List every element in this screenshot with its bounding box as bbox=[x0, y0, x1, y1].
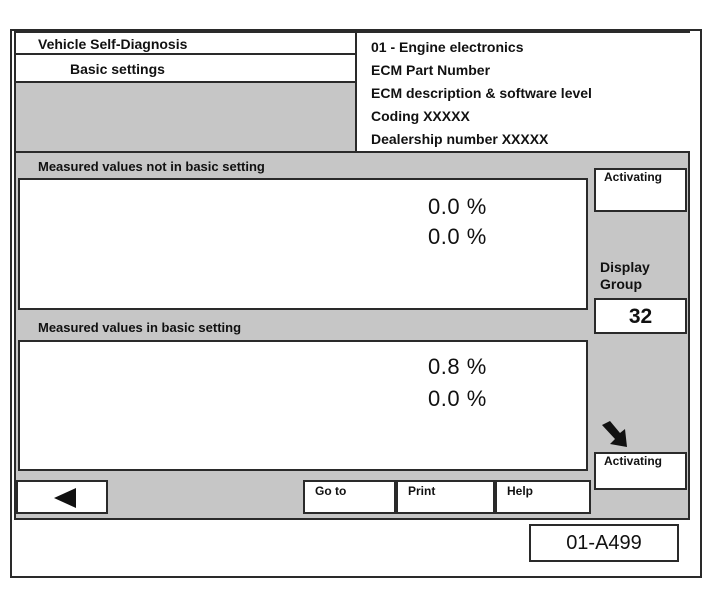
info-line-coding: Coding XXXXX bbox=[371, 108, 470, 124]
activating-label-bottom: Activating bbox=[604, 454, 663, 468]
help-label: Help bbox=[507, 484, 534, 498]
activating-label-top: Activating bbox=[604, 170, 663, 184]
print-button[interactable] bbox=[396, 480, 495, 514]
info-line-description: ECM description & software level bbox=[371, 85, 592, 101]
activating-button-top[interactable] bbox=[594, 168, 687, 212]
figure-code: 01-A499 bbox=[566, 532, 642, 554]
help-button[interactable] bbox=[495, 480, 591, 514]
print-label: Print bbox=[408, 484, 436, 498]
go-to-label: Go to bbox=[315, 484, 347, 498]
go-to-button[interactable] bbox=[303, 480, 396, 514]
measured-value-1: 0.0 % bbox=[428, 194, 487, 219]
header-blank-area bbox=[16, 83, 357, 153]
left-arrow-icon bbox=[54, 488, 76, 508]
pointing-hand-arrow-icon bbox=[600, 419, 630, 449]
measured-value-2: 0.0 % bbox=[428, 224, 487, 249]
in-basic-label: Measured values in basic setting bbox=[38, 320, 242, 335]
not-in-basic-label: Measured values not in basic setting bbox=[38, 159, 265, 174]
display-group-number-field[interactable] bbox=[594, 298, 687, 334]
in-basic-values-panel bbox=[18, 340, 588, 471]
back-button[interactable] bbox=[16, 480, 108, 514]
measured-value-3: 0.8 % bbox=[428, 354, 487, 379]
measured-value-4: 0.0 % bbox=[428, 386, 487, 411]
mode-bar bbox=[16, 55, 357, 83]
activating-button-bottom[interactable] bbox=[594, 452, 687, 490]
display-group-line1: Display bbox=[600, 259, 650, 275]
display-group-line2: Group bbox=[600, 276, 642, 292]
title-bar bbox=[16, 33, 357, 55]
app-title: Vehicle Self-Diagnosis bbox=[38, 36, 188, 52]
control-module-info bbox=[357, 33, 690, 153]
info-line-module: 01 - Engine electronics bbox=[371, 39, 524, 55]
figure-code-box bbox=[529, 524, 679, 562]
display-group-label bbox=[600, 259, 650, 293]
info-line-dealership: Dealership number XXXXX bbox=[371, 131, 549, 147]
diagnostic-screen bbox=[14, 31, 690, 520]
not-in-basic-values-panel bbox=[18, 178, 588, 310]
info-line-part-number: ECM Part Number bbox=[371, 62, 491, 78]
mode-title: Basic settings bbox=[70, 61, 165, 77]
display-group-number: 32 bbox=[628, 305, 653, 328]
